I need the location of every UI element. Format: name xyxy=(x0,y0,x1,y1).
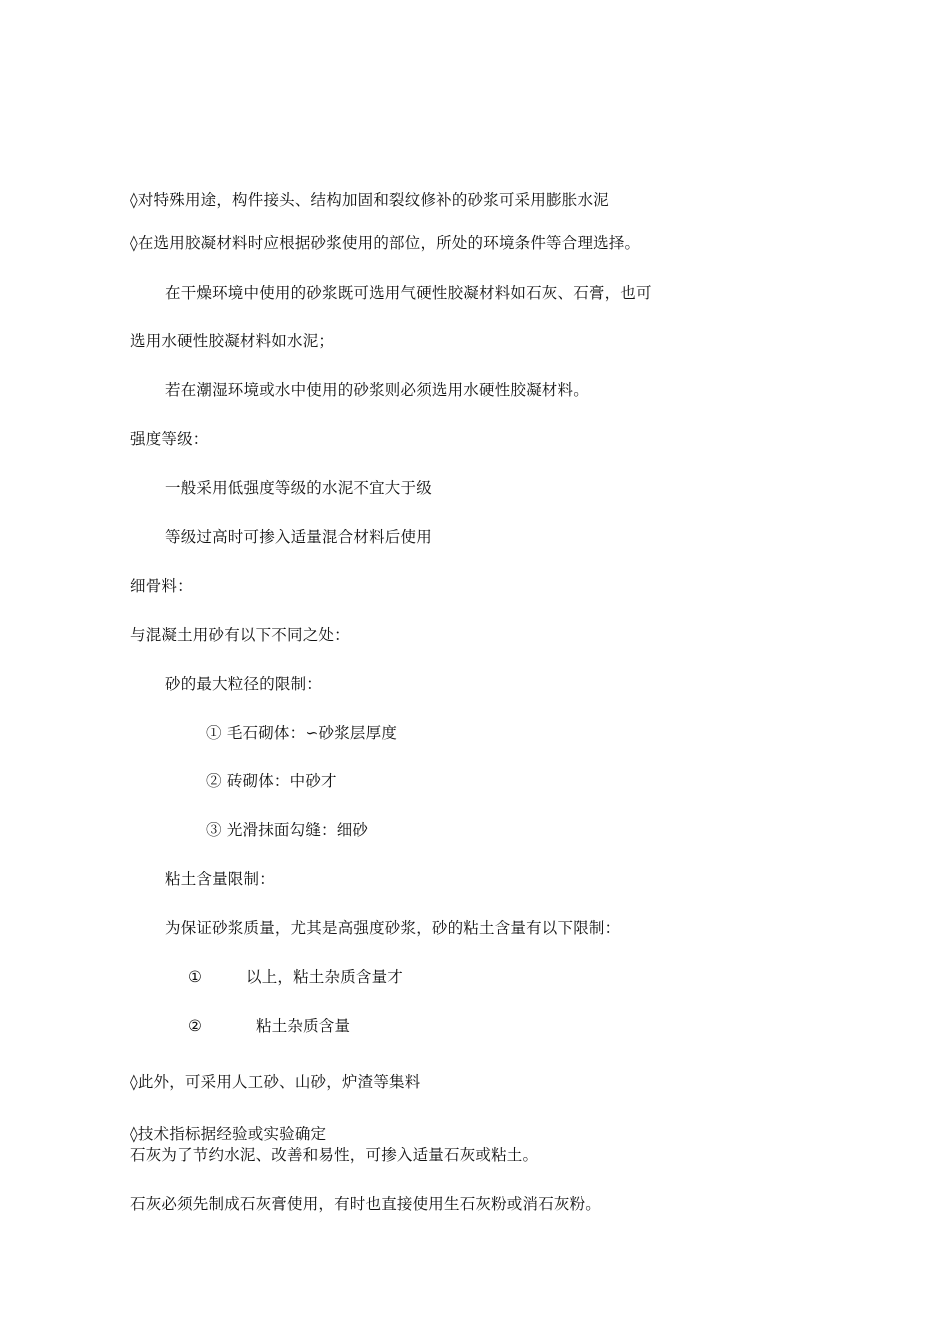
paragraph-differences: 与混凝土用砂有以下不同之处： xyxy=(130,626,350,644)
paragraph-clay-limits: 为保证砂浆质量，尤其是高强度砂浆，砂的粘土含量有以下限制： xyxy=(165,919,621,937)
list-item-clay-limit-1-number: ① xyxy=(188,968,203,986)
list-item-clay-limit-1-text: 以上，粘土杂质含量才 xyxy=(246,968,404,986)
list-item-rubble-masonry: ① 毛石砌体：∽砂浆层厚度 xyxy=(206,724,398,742)
paragraph-dry-environment-cont: 选用水硬性胶凝材料如水泥； xyxy=(130,332,335,350)
heading-fine-aggregate: 细骨料： xyxy=(130,577,193,595)
list-item-smooth-plaster: ③ 光滑抹面勾缝：细砂 xyxy=(206,821,369,839)
heading-max-grain-size: 砂的最大粒径的限制： xyxy=(165,675,323,693)
list-item-clay-limit-2-text: 粘土杂质含量 xyxy=(256,1017,351,1035)
paragraph-high-grade-mix: 等级过高时可掺入适量混合材料后使用 xyxy=(165,528,432,546)
list-item-clay-limit-2-number: ② xyxy=(188,1017,203,1035)
paragraph-expansive-cement: ◊对特殊用途，构件接头、结构加固和裂纹修补的砂浆可采用膨胀水泥 xyxy=(130,191,609,209)
paragraph-wet-environment: 若在潮湿环境或水中使用的砂浆则必须选用水硬性胶凝材料。 xyxy=(165,381,589,399)
paragraph-low-strength-cement: 一般采用低强度等级的水泥不宜大于级 xyxy=(165,479,432,497)
list-item-brick-masonry: ② 砖砌体：中砂才 xyxy=(206,772,337,790)
paragraph-technical-indicators: ◊技术指标据经验或实验确定 xyxy=(130,1125,327,1143)
heading-strength-grade: 强度等级： xyxy=(130,430,209,448)
paragraph-lime-paste: 石灰必须先制成石灰膏使用，有时也直接使用生石灰粉或消石灰粉。 xyxy=(130,1195,602,1213)
heading-clay-content: 粘土含量限制： xyxy=(165,870,275,888)
paragraph-binder-selection: ◊在选用胶凝材料时应根据砂浆使用的部位，所处的环境条件等合理选择。 xyxy=(130,234,641,252)
paragraph-lime-purpose: 石灰为了节约水泥、改善和易性，可掺入适量石灰或粘土。 xyxy=(130,1146,539,1164)
paragraph-dry-environment: 在干燥环境中使用的砂浆既可选用气硬性胶凝材料如石灰、石膏，也可 xyxy=(165,284,652,302)
paragraph-alternative-aggregates: ◊此外，可采用人工砂、山砂，炉渣等集料 xyxy=(130,1073,421,1091)
